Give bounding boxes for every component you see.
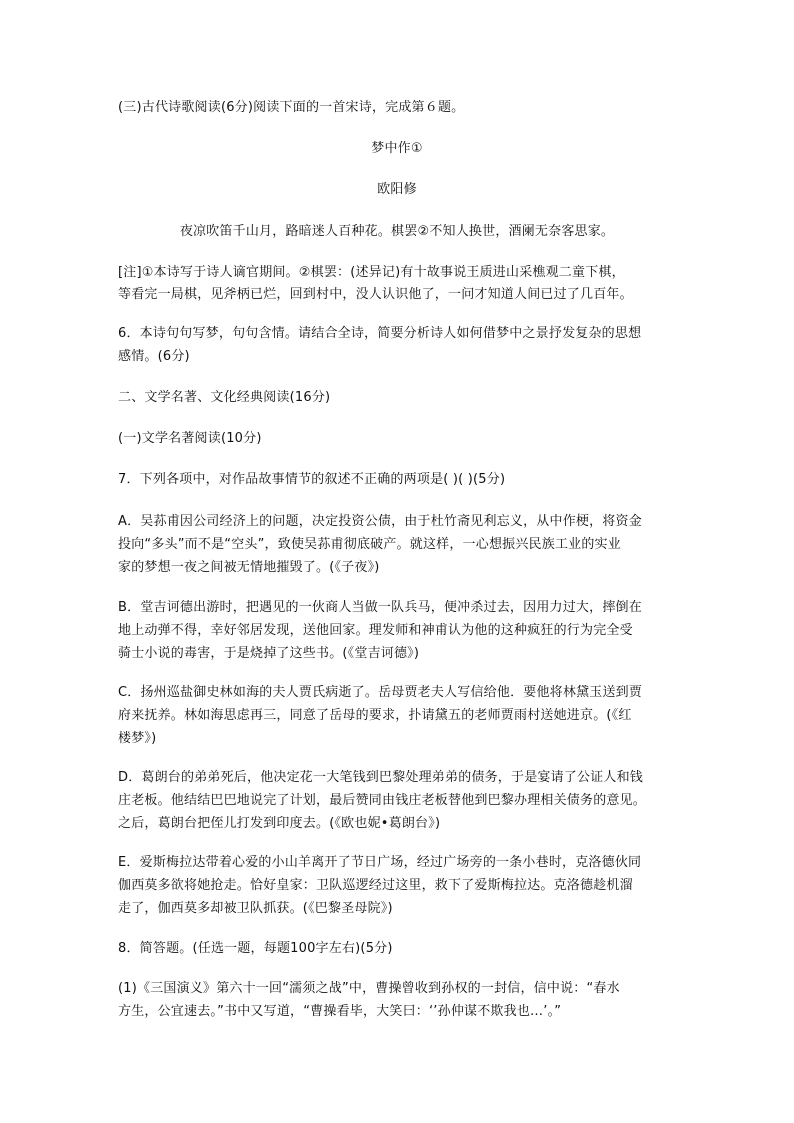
option-a-line: A．吴荪甫因公司经济上的问题，决定投资公债，由于杜竹斋见利忘义，从中作梗，将资金: [118, 514, 642, 529]
option-b-line: B．堂吉诃德出游时，把遇见的一伙商人当做一队兵马，便冲杀过去，因用力过大，摔倒在: [118, 600, 642, 615]
question-8-item-1-line: (1)《三国演义》第六十一回“濡须之战”中，曹操曾收到孙权的一封信，信中说：“春水: [118, 981, 620, 996]
option-a-line: 家的梦想一夜之间被无情地摧毁了。(《子夜》): [118, 560, 380, 575]
option-e-line: E．爱斯梅拉达带着心爱的小山羊离开了节日广场，经过广场旁的一条小巷时，克洛德伙同: [118, 855, 642, 870]
question-6-line: 感情。(6分): [118, 349, 190, 364]
poem-title: 梦中作①: [371, 141, 423, 156]
option-d-line: 庄老板。他结结巴巴地说完了计划，最后赞同由钱庄老板替他到巴黎办理相关债务的意见。: [118, 793, 647, 808]
literature-section-heading: 二、文学名著、文化经典阅读(16分): [118, 390, 331, 405]
question-6-line: 6．本诗句句写梦，句句含情。请结合全诗，简要分析诗人如何借梦中之景抒发复杂的思想: [118, 326, 642, 341]
option-e-line: 伽西莫多欲将她抢走。恰好皇家：卫队巡逻经过这里，救下了爱斯梅拉达。克洛德趁机溜: [118, 878, 633, 893]
option-b-line: 地上动弹不得，幸好邻居发现，送他回家。理发师和神甫认为他的这种疯狂的行为完全受: [118, 623, 633, 638]
option-c-line: 府来抚养。林如海思虑再三，同意了岳母的要求，扑请黛五的老师贾雨村送她进京。(《红: [118, 708, 632, 723]
question-8: 8．简答题。(任选一题，每题100字左右)(5分): [118, 941, 393, 956]
question-7: 7．下列各项中，对作品故事情节的叙述不正确的两项是( )( )(5分): [118, 472, 506, 487]
option-c-line: C．扬州巡盐御史林如海的夫人贾氏病逝了。岳母贾老夫人写信给他．要他将林黛玉送到贾: [118, 685, 643, 700]
option-d-line: 之后，葛朗台把侄儿打发到印度去。(《欧也妮•葛朗台》): [118, 816, 441, 831]
poetry-section-heading: (三)古代诗歌阅读(6分)阅读下面的一首宋诗，完成第６题。: [118, 100, 465, 115]
option-d-line: D．葛朗台的弟弟死后，他决定花一大笔钱到巴黎处理弟弟的债务，于是宴请了公证人和钱: [118, 770, 644, 785]
option-a-line: 投向“多头”而不是“空头”，致使吴荪甫彻底破产。就这样，一心想振兴民族工业的实业: [118, 537, 621, 552]
poem-author: 欧阳修: [377, 182, 417, 197]
question-8-item-1-line: 方生，公宜速去。”书中又写道，“曹操看毕，大笑曰：‘’孙仲谋不欺我也…’。”: [118, 1004, 562, 1019]
poem-body: 夜凉吹笛千山月，路暗迷人百种花。棋罢②不知人换世，酒阑无奈客思家。: [179, 224, 615, 239]
option-e-line: 走了，伽西莫多却被卫队抓获。(《巴黎圣母院》): [118, 901, 393, 916]
poem-note-line: 等看完一局棋，见斧柄已烂，回到村中，没人认识他了，一问才知道人间已过了几百年。: [118, 287, 633, 302]
option-c-line: 楼梦》): [118, 731, 157, 746]
poem-note-line: [注]①本诗写于诗人谪官期间。②棋罢：(述异记)有十故事说王质进山采樵观二童下棋，: [118, 265, 625, 280]
option-b-line: 骑士小说的毒害，于是烧掉了这些书。(《堂吉诃德》): [118, 646, 420, 661]
literature-subheading: (一)文学名著阅读(10分): [118, 431, 262, 446]
